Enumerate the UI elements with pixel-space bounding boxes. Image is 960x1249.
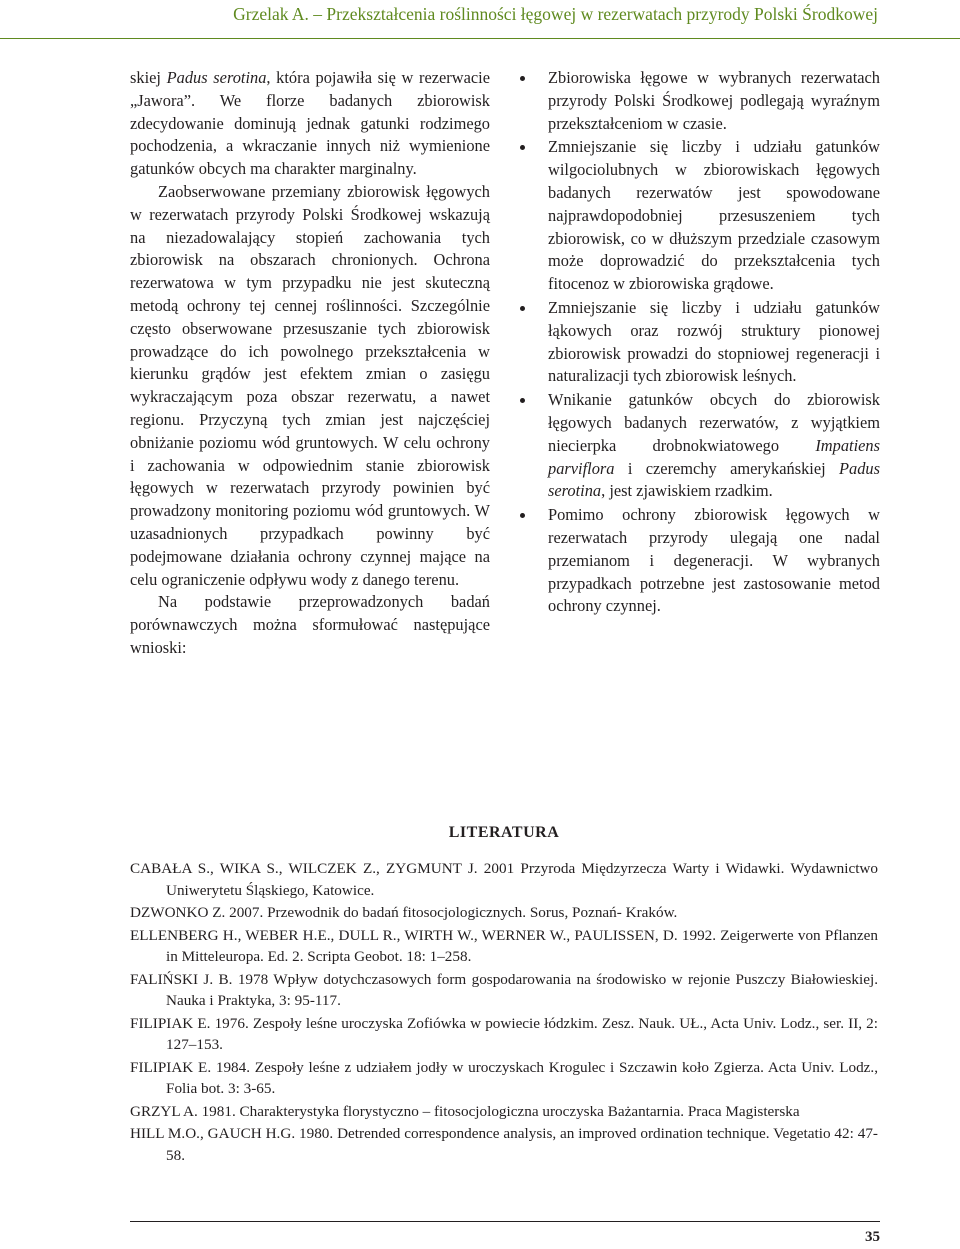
conclusions-list xyxy=(525,67,880,618)
running-header: Grzelak A. – Przekształcenia roślinności łęgowej w rezerwatach przyrody Polski Środkowej xyxy=(233,4,878,24)
right-column xyxy=(525,67,880,619)
reference-item: HILL M.O., GAUCH H.G. 1980. Detrended correspondence analysis, an improved ordination technique. Vegetatio 42: 47-58. xyxy=(130,1125,878,1164)
conclusion-text: Pomimo ochrony zbiorowisk łęgowych w rezerwatach przyrody ulegają one nadal przemianom i degeneracji. W wybranych przypadkach potrzebne jest zastosowanie metod ochrony czynnej. xyxy=(548,505,880,616)
text-run: Wnikanie gatunków obcych do zbiorowisk łęgowych badanych rezerwatów, z wyjątkiem niecierpka drobnokwiatowego xyxy=(548,390,880,455)
footer-divider xyxy=(130,1221,880,1222)
conclusion-text: Zbiorowiska łęgowe w wybranych rezerwatach przyrody Polski Środkowej podlegają wyraźnym przekształceniom w czasie. xyxy=(548,68,880,133)
conclusion-item xyxy=(525,136,880,296)
bullet-icon xyxy=(520,76,525,81)
reference-item: CABAŁA S., WIKA S., WILCZEK Z., ZYGMUNT J. 2001 Przyroda Międzyrzecza Warty i Widawki. Wydawnictwo Uniwerytetu Śląskiego, Katowice. xyxy=(130,860,878,899)
conclusion-item xyxy=(525,389,880,503)
reference-item: DZWONKO Z. 2007. Przewodnik do badań fitosocjologicznych. Sorus, Poznań- Kraków. xyxy=(130,904,678,921)
text-run: i czeremchy amerykańskiej xyxy=(614,458,840,478)
bullet-icon xyxy=(520,398,525,403)
bullet-icon xyxy=(520,306,525,311)
header-divider xyxy=(0,38,960,39)
reference-item: FILIPIAK E. 1984. Zespoły leśne z udziałem jodły w uroczyskach Krogulec i Szczawin koło Zgierza. Acta Univ. Lodz., Folia bot. 3: 3-65. xyxy=(130,1058,878,1097)
text-run: , która pojawiła się w rezerwacie „Jawora”. We florze badanych zbiorowisk zdecydowanie dominują jednak gatunki rodzimego pochodzenia, a wkraczanie innych niż wymienione gatunków obcych ma charakter marginalny. xyxy=(130,68,490,179)
left-column xyxy=(130,67,490,660)
page-number: 35 xyxy=(865,1229,880,1245)
paragraph-2: Zaobserwowane przemiany zbiorowisk łęgowych w rezerwatach przyrody Polski Środkowej wskazują na niezadowalający stopień zachowania tych zbiorowisk na obszarach chronionych. Ochrona rezerwatowa w tym przypadku nie jest skuteczną metodą ochrony tej cennej roślinności. Szczególnie często obserwowane przesuszanie tych zbiorowisk prowadzące do ich powolnego przekształcenia w kierunku grądów jest efektem zmian o zasięgu wykraczającym poza obszar rezerwatu, a nawet regionu. Przyczyną tych zmian jest najczęściej obniżanie poziomu wód gruntowych. W celu ochrony i zachowania w odpowiednim stanie zbiorowisk łęgowych w rezerwatach przyrody powinien być prowadzony monitoring poziomu wód gruntowych. W uzasadnionych przypadkach powinny być podejmowane działania ochrony czynnej mające na celu ograniczenie odpływu wody z danego terenu. xyxy=(130,181,490,589)
reference-item: FILIPIAK E. 1976. Zespoły leśne uroczyska Zofiówka w powiecie łódzkim. Zesz. Nauk. UŁ., Acta Univ. Lodz., ser. II, 2: 127–153. xyxy=(130,1014,878,1053)
reference-item: FALIŃSKI J. B. 1978 Wpływ dotychczasowych form gospodarowania na środowisko w rejonie Puszczy Białowieskiej. Nauka i Praktyka, 3: 95-117. xyxy=(130,970,878,1009)
reference-item: ELLENBERG H., WEBER H.E., DULL R., WIRTH W., WERNER W., PAULISSEN, D. 1992. Zeigerwerte von Pflanzen in Mitteleuropa. Ed. 2. Scripta Geobot. 18: 1–258. xyxy=(130,926,878,965)
conclusion-text: Zmniejszanie się liczby i udziału gatunków wilgociolubnych w zbiorowiskach łęgowych badanych rezerwatów jest spowodowane najprawdopodobniej przesuszeniem tych zbiorowisk, co w dłuższym przedziale czasowym może doprowadzić do przekształcenia tych fitocenoz w zbiorowiska grądowe. xyxy=(548,137,880,294)
reference-item: GRZYL A. 1981. Charakterystyka florystyczno – fitosocjologiczna uroczyska Bażantarnia. Praca Magisterska xyxy=(130,1102,800,1120)
bullet-icon xyxy=(520,513,525,518)
species-name: Padus serotina xyxy=(166,68,267,87)
literature-heading: LITERATURA xyxy=(448,824,560,841)
conclusion-item xyxy=(525,67,880,135)
paragraph-1 xyxy=(130,67,490,181)
bullet-icon xyxy=(520,145,525,150)
species-name: Impatiens parviflora xyxy=(548,435,880,478)
reference-list xyxy=(130,858,878,1167)
conclusion-item xyxy=(525,297,880,388)
paragraph-3: Na podstawie przeprowadzonych badań porównawczych można sformułować następujące wnioski: xyxy=(130,592,490,657)
conclusion-text: Zmniejszanie się liczby i udziału gatunków łąkowych oraz rozwój struktury pionowej zbiorowisk prowadzi do stopniowej regeneracji i naturalizacji tych zbiorowisk leśnych. xyxy=(548,297,880,386)
text-run: skiej xyxy=(130,68,167,87)
text-run: , jest zjawiskiem rzadkim. xyxy=(601,481,773,501)
conclusion-item xyxy=(525,504,880,618)
species-name: Padus serotina xyxy=(548,458,880,501)
